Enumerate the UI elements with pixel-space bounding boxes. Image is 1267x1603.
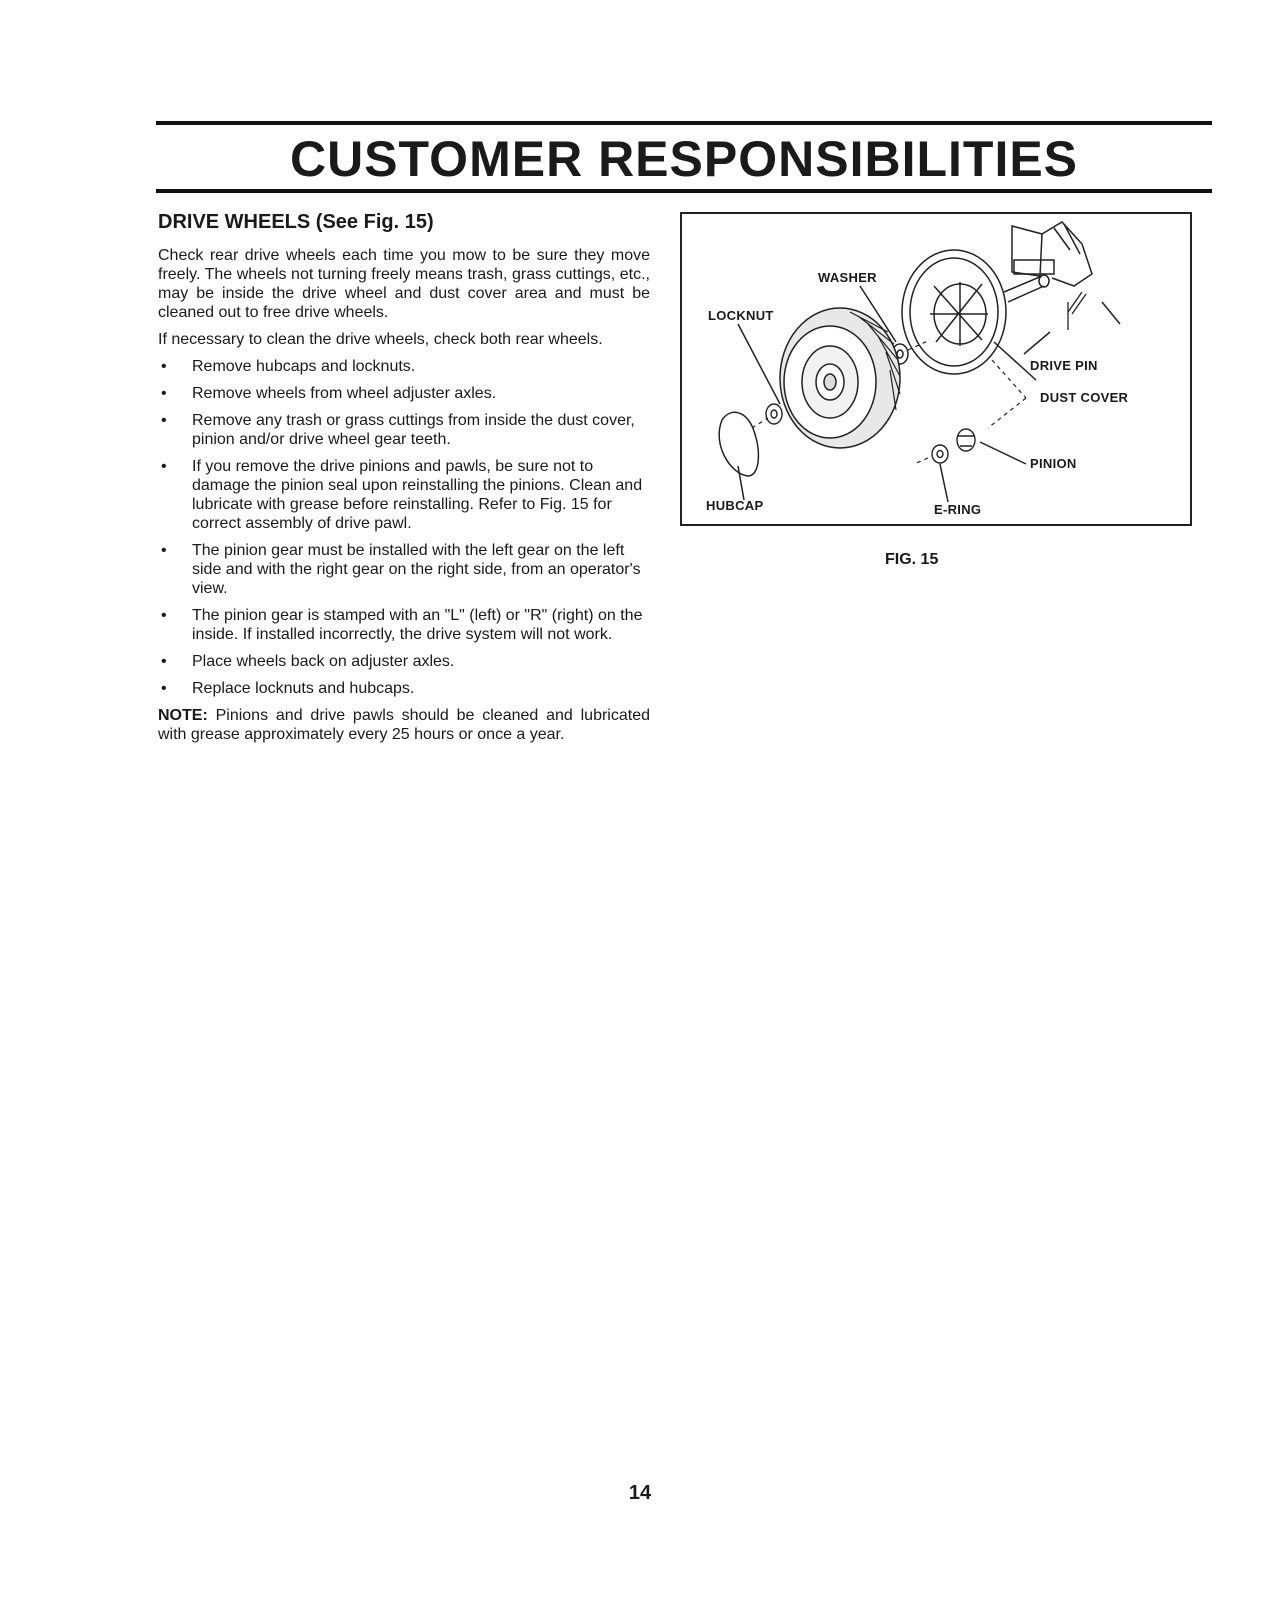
- list-item: [158, 411, 650, 449]
- bullet-icon: •: [161, 412, 167, 429]
- drive-wheels-section: [158, 210, 650, 752]
- list-item-text: The pinion gear is stamped with an "L" (left) or "R" (right) on the inside. If installed incorrectly, the drive system will not work.: [192, 607, 643, 643]
- locknut-icon: [766, 404, 782, 424]
- intro-paragraph: Check rear drive wheels each time you mow to be sure they move freely. The wheels not turning freely means trash, grass cuttings, etc., may be inside the drive wheel and dust cover area and must be cleaned out to free drive wheels.: [158, 247, 650, 321]
- callout-e-ring: E-RING: [934, 502, 982, 517]
- list-item-text: Remove hubcaps and locknuts.: [192, 358, 416, 375]
- list-item: [158, 652, 650, 671]
- page-number: 14: [628, 1482, 652, 1504]
- callout-washer: WASHER: [818, 270, 877, 285]
- drive-pin-icon: [1068, 292, 1086, 330]
- callout-hubcap: HUBCAP: [706, 498, 764, 513]
- bullet-icon: •: [161, 385, 167, 402]
- list-item: [158, 606, 650, 644]
- note-label: NOTE:: [158, 707, 208, 724]
- header-rule-bottom: [156, 189, 1212, 193]
- bullet-icon: •: [161, 358, 167, 375]
- axle-icon: [1004, 275, 1049, 302]
- list-item-text: If you remove the drive pinions and pawls, be sure not to damage the pinion seal upon reinstalling the pinions. Clean and lubricate with grease before reinstalling. Refer to Fig. 15 for correct assembly of drive pawl.: [192, 458, 643, 532]
- bullet-icon: •: [161, 458, 167, 475]
- list-item-text: Remove any trash or grass cuttings from inside the dust cover, pinion and/or drive wheel gear teeth.: [192, 412, 635, 448]
- list-item-text: Replace locknuts and hubcaps.: [192, 680, 415, 697]
- bullet-icon: •: [161, 542, 167, 559]
- instruction-list: [158, 357, 650, 698]
- bullet-icon: •: [161, 607, 167, 624]
- note-paragraph: [158, 706, 650, 744]
- adjuster-bracket-icon: [1012, 222, 1092, 286]
- list-item: [158, 384, 650, 403]
- e-ring-icon: [932, 445, 948, 463]
- dust-cover-icon: [902, 250, 1006, 374]
- header-rule-top: [156, 121, 1212, 125]
- list-item: [158, 457, 650, 533]
- note-text: Pinions and drive pawls should be cleaned and lubricated with grease approximately every 25 hours or once a year.: [158, 707, 650, 743]
- list-item-text: Remove wheels from wheel adjuster axles.: [192, 385, 497, 402]
- list-item-text: Place wheels back on adjuster axles.: [192, 653, 455, 670]
- bullet-icon: •: [161, 680, 167, 697]
- callout-locknut: LOCKNUT: [708, 308, 774, 323]
- bullet-icon: •: [161, 653, 167, 670]
- section-heading: DRIVE WHEELS (See Fig. 15): [158, 211, 434, 233]
- callout-dust-cover: DUST COVER: [1040, 390, 1129, 405]
- callout-drive-pin: DRIVE PIN: [1030, 358, 1098, 373]
- list-item: [158, 679, 650, 698]
- list-item: [158, 541, 650, 598]
- figure-caption: FIG. 15: [885, 551, 939, 568]
- list-item: [158, 357, 650, 376]
- list-item-text: The pinion gear must be installed with the left gear on the left side and with the right gear on the right side, from an operator's view.: [192, 542, 641, 597]
- figure-15-diagram: [680, 212, 1192, 526]
- pinion-icon: [957, 429, 975, 451]
- page-title: CUSTOMER RESPONSIBILITIES: [289, 131, 1079, 187]
- callout-pinion: PINION: [1030, 456, 1077, 471]
- drive-wheel-exploded-view: [682, 214, 1190, 524]
- check-paragraph: If necessary to clean the drive wheels, check both rear wheels.: [158, 331, 603, 348]
- wheel-icon: [780, 308, 900, 448]
